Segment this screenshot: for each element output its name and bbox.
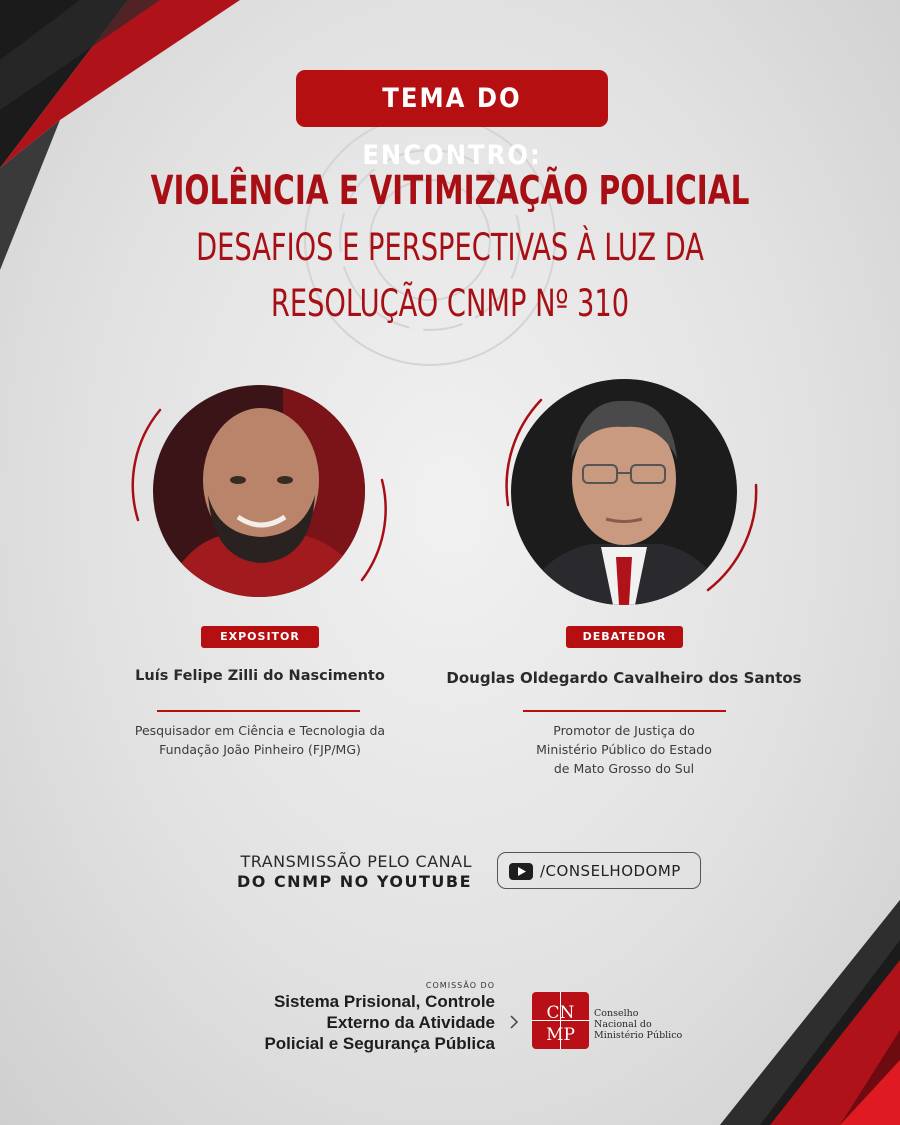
subtitle-line-1: DESAFIOS E PERSPECTIVAS À LUZ DA [196, 226, 704, 269]
org-name-line: Conselho [594, 1008, 639, 1019]
expositor-description [110, 721, 410, 759]
debatedor-desc-line: Ministério Público do Estado [536, 742, 712, 757]
youtube-icon [509, 863, 533, 880]
logo-text-top: CN [546, 1003, 575, 1023]
commission-name-line: Policial e Segurança Pública [264, 1034, 495, 1053]
youtube-channel-link[interactable] [497, 852, 701, 889]
commission-name-line: Sistema Prisional, Controle [273, 992, 495, 1011]
theme-tag: TEMA DO ENCONTRO: [296, 70, 608, 127]
debatedor-badge: DEBATEDOR [566, 626, 683, 648]
main-title: VIOLÊNCIA E VITIMIZAÇÃO POLICIAL [150, 168, 750, 214]
commission-name-line: Externo da Atividade [326, 1013, 495, 1032]
cnmp-logo [532, 992, 589, 1049]
org-name-line: Ministério Público [594, 1030, 683, 1041]
debatedor-description [474, 721, 774, 778]
debatedor-desc-line: de Mato Grosso do Sul [553, 761, 695, 776]
logo-text-bottom: MP [546, 1025, 575, 1045]
expositor-desc-line: Pesquisador em Ciência e Tecnologia da [134, 723, 386, 738]
debatedor-photo [511, 379, 737, 605]
debatedor-name: Douglas Oldegardo Cavalheiro dos Santos [446, 669, 802, 687]
subtitle-line-2: RESOLUÇÃO CNMP Nº 310 [270, 282, 630, 325]
org-name-line: Nacional do [594, 1019, 652, 1030]
expositor-desc-line: Fundação João Pinheiro (FJP/MG) [159, 742, 361, 757]
debatedor-desc-line: Promotor de Justiça do [553, 723, 695, 738]
expositor-name: Luís Felipe Zilli do Nascimento [135, 668, 385, 684]
commission-label: COMISSÃO DO [425, 981, 495, 990]
transmission-line-2: DO CNMP NO YOUTUBE [236, 872, 472, 891]
divider [523, 710, 726, 712]
chevron-right-icon [508, 1013, 520, 1031]
expositor-photo [153, 385, 365, 597]
youtube-channel-handle: /CONSELHODOMP [540, 862, 681, 880]
divider [157, 710, 360, 712]
expositor-badge: EXPOSITOR [201, 626, 319, 648]
transmission-line-1: TRANSMISSÃO PELO CANAL [240, 852, 472, 871]
